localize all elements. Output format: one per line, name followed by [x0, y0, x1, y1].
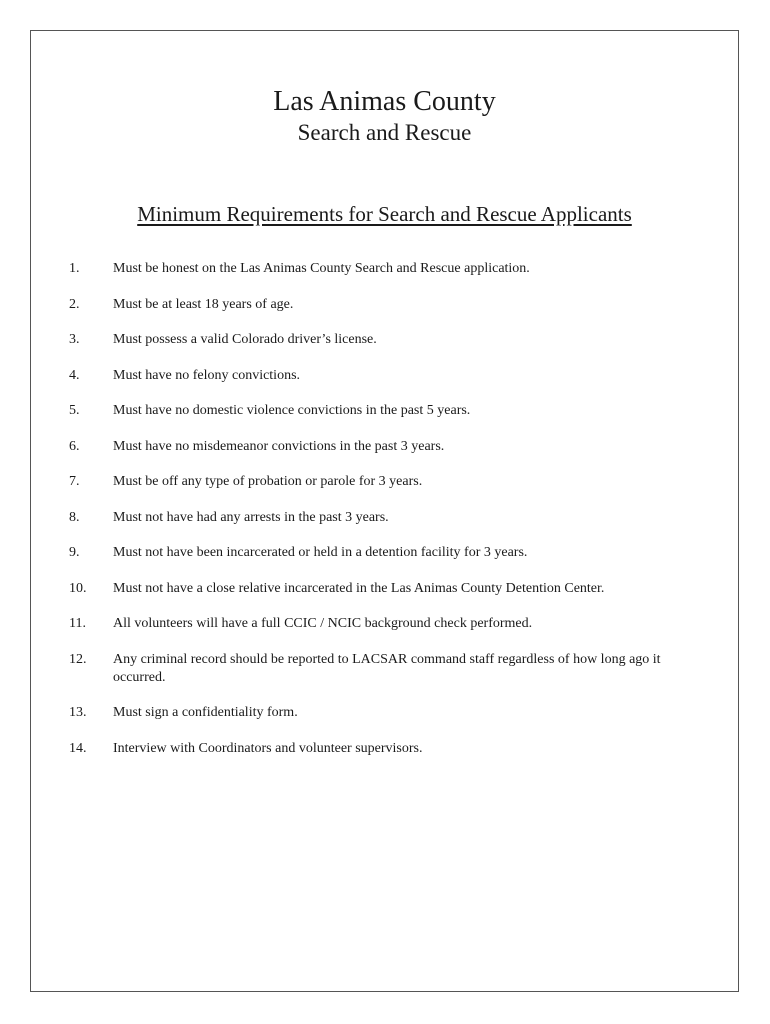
item-text: Must sign a confidentiality form.: [113, 705, 298, 720]
document-subtitle: Search and Rescue: [297, 120, 472, 145]
list-item: [31, 473, 740, 491]
item-number: 2.: [69, 296, 80, 312]
requirements-list: [31, 260, 740, 775]
document-page: [30, 30, 739, 992]
item-text: All volunteers will have a full CCIC / NCIC background check performed.: [113, 616, 533, 631]
item-number: 3.: [69, 332, 80, 347]
item-number: 8.: [69, 509, 80, 525]
list-item: [31, 438, 740, 456]
list-item: [31, 651, 740, 687]
list-item: [31, 509, 740, 527]
item-number: 11.: [69, 616, 86, 631]
list-item: [31, 615, 740, 633]
item-number: 6.: [69, 438, 80, 454]
document-title: Las Animas County: [273, 86, 496, 117]
item-text: Must not have had any arrests in the past 3 years.: [113, 509, 389, 525]
list-item: [31, 260, 740, 278]
item-number: 10.: [69, 580, 87, 596]
list-item: [31, 402, 740, 420]
item-text: Must not have a close relative incarcerated in the Las Animas County Detention Center.: [113, 580, 605, 596]
list-item: [31, 704, 740, 722]
requirements-heading: Minimum Requirements for Search and Rescue Applicants: [137, 202, 632, 226]
item-text: Must be honest on the Las Animas County Search and Rescue application.: [113, 261, 530, 276]
item-text: Must not have been incarcerated or held in a detention facility for 3 years.: [113, 545, 528, 560]
list-item: [31, 580, 740, 598]
item-number: 13.: [69, 705, 87, 720]
item-number: 5.: [69, 403, 80, 418]
list-item: [31, 331, 740, 349]
item-number: 12.: [69, 651, 87, 667]
item-text: Must have no felony convictions.: [113, 367, 301, 383]
item-text: Must have no domestic violence convictions in the past 5 years.: [113, 403, 471, 418]
list-item: [31, 296, 740, 314]
item-text: Must be off any type of probation or parole for 3 years.: [113, 474, 423, 489]
item-text: Must possess a valid Colorado driver’s license.: [113, 332, 377, 347]
list-item: [31, 367, 740, 385]
item-text: Must have no misdemeanor convictions in the past 3 years.: [113, 438, 445, 454]
item-number: 9.: [69, 545, 80, 560]
item-number: 4.: [69, 367, 80, 383]
item-number: 1.: [69, 261, 80, 276]
item-text: Any criminal record should be reported to LACSAR command staff regardless of how long ago it occurred.: [113, 651, 661, 685]
item-text: Must be at least 18 years of age.: [113, 296, 294, 312]
item-number: 7.: [69, 474, 80, 489]
item-text: Interview with Coordinators and volunteer supervisors.: [113, 740, 423, 756]
item-number: 14.: [69, 740, 87, 756]
list-item: [31, 740, 740, 758]
list-item: [31, 544, 740, 562]
